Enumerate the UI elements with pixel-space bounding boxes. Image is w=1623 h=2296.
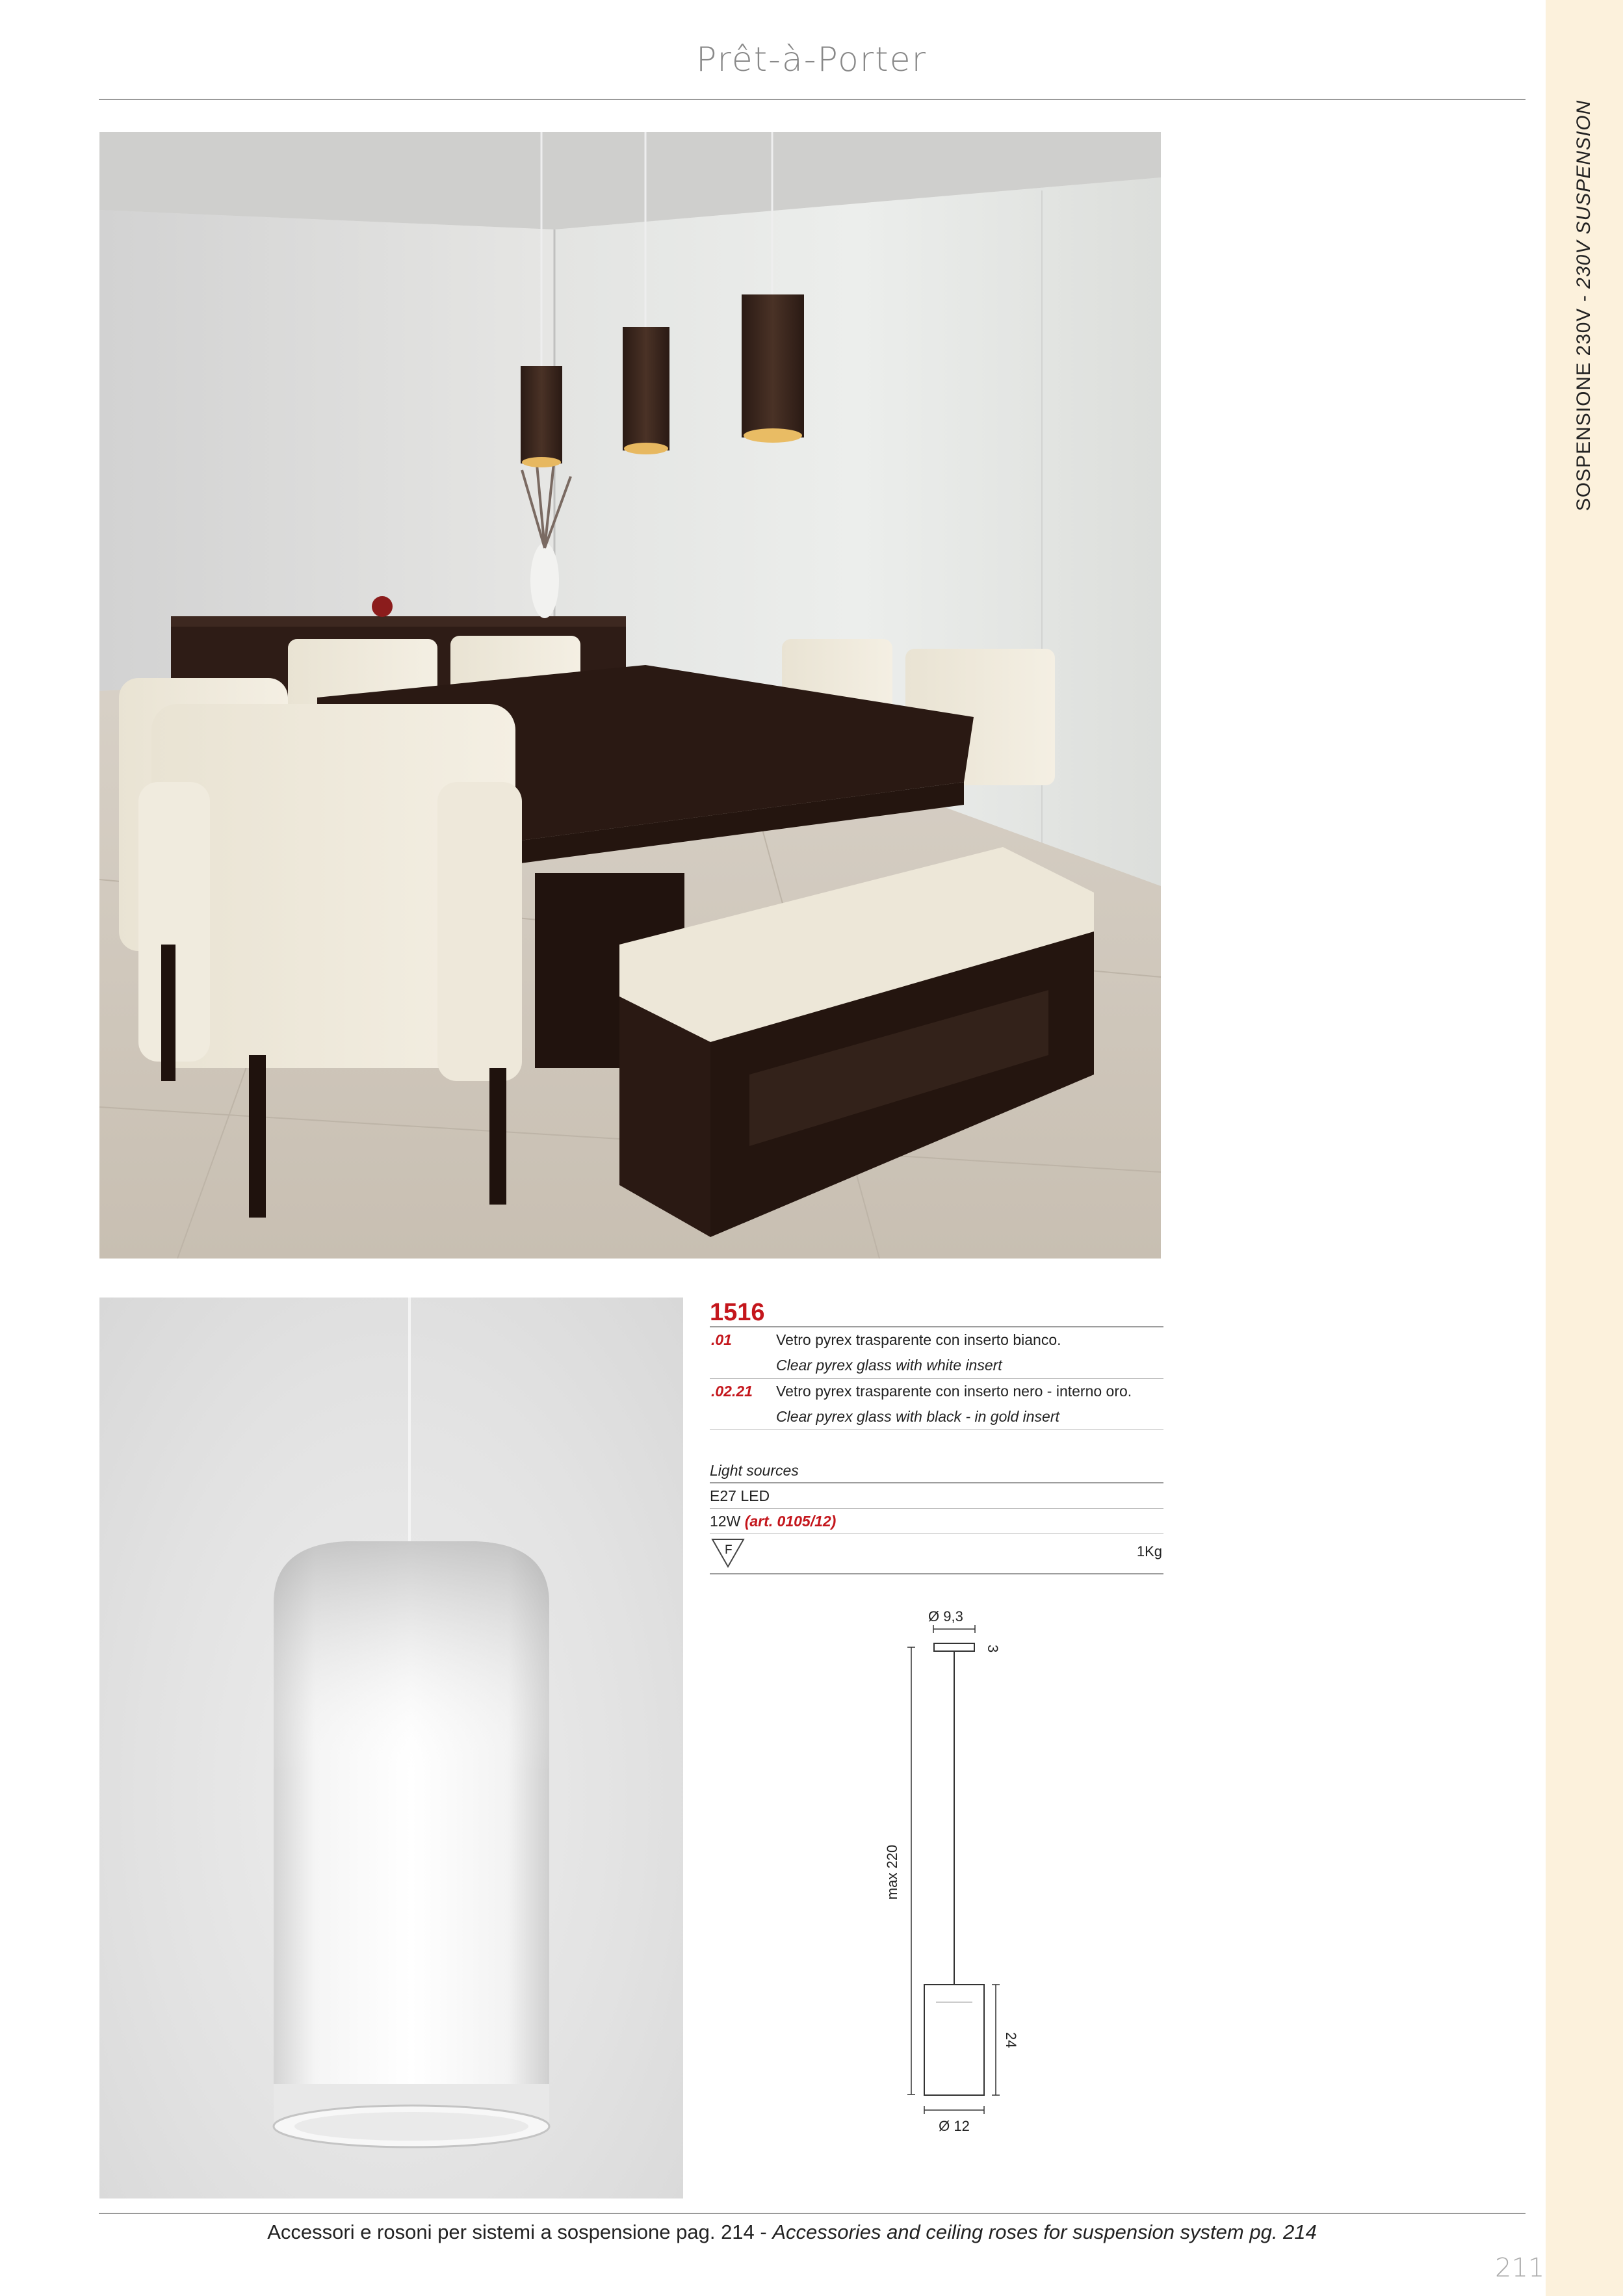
rose-height-label: 3 — [985, 1645, 1001, 1653]
certification-row — [710, 1534, 1163, 1573]
variant-row — [710, 1327, 1163, 1353]
light-source-type: E27 LED — [710, 1487, 770, 1504]
page-number: 211 — [1495, 2253, 1545, 2283]
variant-description-it: Vetro pyrex trasparente con inserto bianco. — [776, 1331, 1061, 1348]
variant-code: .01 — [711, 1331, 732, 1348]
cable-length-label: max 220 — [884, 1844, 900, 1900]
footer-note-en: Accessories and ceiling roses for suspension system pg. 214 — [772, 2221, 1317, 2243]
wattage: 12W — [710, 1513, 741, 1530]
weight: 1Kg — [1136, 1543, 1162, 1559]
header-rule — [99, 99, 1526, 100]
light-source — [710, 1483, 1163, 1508]
lamp-photo — [99, 1298, 683, 2198]
footer-note-it: Accessori e rosoni per sistemi a sospensione pag. 214 - — [267, 2221, 773, 2243]
divider — [710, 1429, 1163, 1430]
svg-text:F: F — [725, 1543, 733, 1557]
product-info — [710, 1299, 1163, 1574]
variant-description-it: Vetro pyrex trasparente con inserto nero - interno oro. — [776, 1383, 1132, 1400]
technical-drawing — [845, 1599, 1079, 2145]
variant-row-en — [710, 1353, 1163, 1378]
bulb-article: (art. 0105/12) — [744, 1513, 837, 1530]
product-code: 1516 — [710, 1299, 765, 1326]
wattage-row — [710, 1509, 1163, 1533]
variant-description-en: Clear pyrex glass with black - in gold insert — [776, 1408, 1059, 1425]
collection-title: Prêt-à-Porter — [696, 40, 927, 79]
light-sources-label: Light sources — [710, 1462, 799, 1479]
room-photo — [99, 132, 1161, 1259]
shade-height-label: 24 — [1003, 2032, 1019, 2048]
footer-rule — [99, 2213, 1526, 2214]
variant-row-en — [710, 1404, 1163, 1429]
divider — [710, 1573, 1163, 1574]
footer-note — [0, 2221, 1623, 2244]
side-label-italian: SOSPENSIONE 230V - — [1573, 288, 1594, 512]
f-mark-icon — [711, 1538, 745, 1568]
side-label-english: 230V SUSPENSION — [1573, 99, 1594, 289]
variant-description-en: Clear pyrex glass with white insert — [776, 1357, 1002, 1374]
variant-code: .02.21 — [711, 1383, 753, 1400]
shade-diameter-label: Ø 12 — [939, 2118, 970, 2134]
variant-row — [710, 1379, 1163, 1404]
rose-diameter-label: Ø 9,3 — [928, 1608, 963, 1624]
